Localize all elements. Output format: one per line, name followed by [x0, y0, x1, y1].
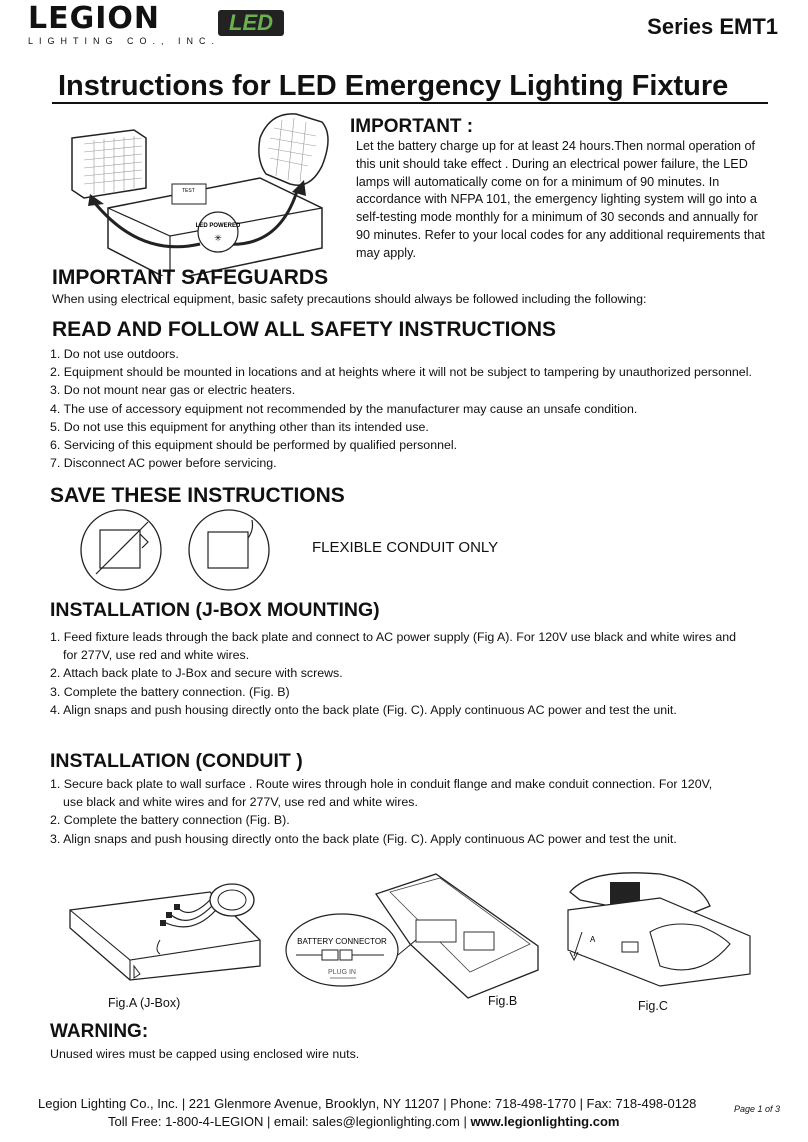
warning-text: Unused wires must be capped using enclosed wire nuts. — [50, 1047, 360, 1061]
safety-item: 2. Equipment should be mounted in locations and at heights where it will not be subject to tampering by unauthorized personnel. — [50, 365, 752, 380]
page-number: Page 1 of 3 — [733, 1104, 780, 1114]
jbox-item: 2. Attach back plate to J-Box and secure with screws. — [50, 666, 343, 681]
company-logo — [28, 1, 221, 46]
led-powered-label: LED POWERED — [195, 223, 241, 229]
jbox-list — [50, 628, 736, 719]
title-divider — [52, 102, 768, 104]
save-heading: SAVE THESE INSTRUCTIONS — [50, 484, 345, 507]
conduit-list — [50, 775, 712, 848]
conduit-heading: INSTALLATION (CONDUIT ) — [50, 750, 303, 772]
jbox-item: 3. Complete the battery connection. (Fig. B) — [50, 684, 290, 699]
safeguards-heading: IMPORTANT SAFEGUARDS — [52, 266, 329, 289]
fig-a-label: Fig.A (J-Box) — [108, 996, 181, 1010]
important-heading: IMPORTANT : — [350, 116, 474, 137]
conduit-item: 1. Secure back plate to wall surface . Route wires through hole in conduit flange and make conduit connection. For 120V, — [50, 777, 713, 791]
led-badge: LED — [218, 10, 284, 36]
safety-list — [50, 345, 752, 472]
jbox-item: for 277V, use red and white wires. — [63, 648, 250, 663]
safety-item: 3. Do not mount near gas or electric heaters. — [50, 383, 296, 398]
important-body: Let the battery charge up for at least 24 hours.Then normal operation of this unit should take effect . During an electrical power failure, the LED lamps will automatically come on for a minimum of 90 minutes. In accordance with NFPA 101, the emergency lighting system will go into a self-testing mode monthly for a minimum of 30 seconds and annually for 90 minutes. Refer to your local codes for any additional requirements that may apply. — [356, 139, 765, 260]
safety-item: 4. The use of accessory equipment not recommended by the manufacturer may cause an unsafe condition. — [50, 401, 638, 416]
safety-item: 5. Do not use this equipment for anything other than its intended use. — [50, 419, 429, 434]
logo-subtext: LIGHTING CO., INC. — [28, 36, 221, 46]
page-title: Instructions for LED Emergency Lighting Fixture — [58, 70, 729, 102]
letter-a-label: A — [590, 935, 596, 944]
safety-item: 6. Servicing of this equipment should be performed by qualified personnel. — [50, 438, 458, 453]
battery-connector-label: BATTERY CONNECTOR — [297, 937, 387, 946]
safety-item: 7. Disconnect AC power before servicing. — [50, 456, 277, 471]
footer-tollfree — [108, 1114, 619, 1129]
warning-heading: WARNING: — [50, 1021, 149, 1042]
logo-text: LEGION — [28, 1, 161, 36]
conduit-item: use black and white wires and for 277V, use red and white wires. — [63, 795, 418, 810]
footer-tollfree-text: Toll Free: 1-800-4-LEGION | email: sales@legionlighting.com | — [108, 1114, 471, 1129]
footer-contact: Legion Lighting Co., Inc. | 221 Glenmore Avenue, Brooklyn, NY 11207 | Phone: 718-498-1770 | Fax: 718-498-0128 — [38, 1096, 697, 1111]
website-link[interactable]: www.legionlighting.com — [470, 1114, 620, 1129]
series-label: Series EMT1 — [647, 14, 778, 39]
flexible-conduit-note: FLEXIBLE CONDUIT ONLY — [312, 539, 499, 556]
fixture-illustration — [60, 108, 350, 276]
fig-c-label: Fig.C — [638, 999, 668, 1013]
test-label: TEST — [182, 188, 195, 194]
plug-in-label: PLUG IN — [327, 969, 357, 976]
fig-a-illustration — [70, 884, 260, 980]
jbox-heading: INSTALLATION (J-BOX MOUNTING) — [50, 599, 380, 621]
safeguards-text: When using electrical equipment, basic safety precautions should always be followed including the following: — [52, 292, 647, 306]
conduit-item: 2. Complete the battery connection (Fig. B). — [50, 813, 290, 828]
jbox-item: 1. Feed fixture leads through the back plate and connect to AC power supply (Fig A). For 120V use black and white wires and — [50, 630, 737, 644]
fig-b-label: Fig.B — [488, 994, 518, 1008]
safety-item: 1. Do not use outdoors. — [50, 347, 179, 361]
jbox-item: 4. Align snaps and push housing directly onto the back plate (Fig. C). Apply continuous AC power and test the unit. — [50, 702, 677, 717]
fig-b-illustration — [286, 874, 538, 998]
fig-c-illustration — [568, 873, 750, 986]
svg-text:✳: ✳ — [214, 234, 222, 244]
safety-heading: READ AND FOLLOW ALL SAFETY INSTRUCTIONS — [52, 318, 556, 341]
conduit-symbols — [76, 508, 276, 594]
conduit-item: 3. Align snaps and push housing directly onto the back plate (Fig. C). Apply continuous AC power and test the unit. — [50, 831, 677, 846]
